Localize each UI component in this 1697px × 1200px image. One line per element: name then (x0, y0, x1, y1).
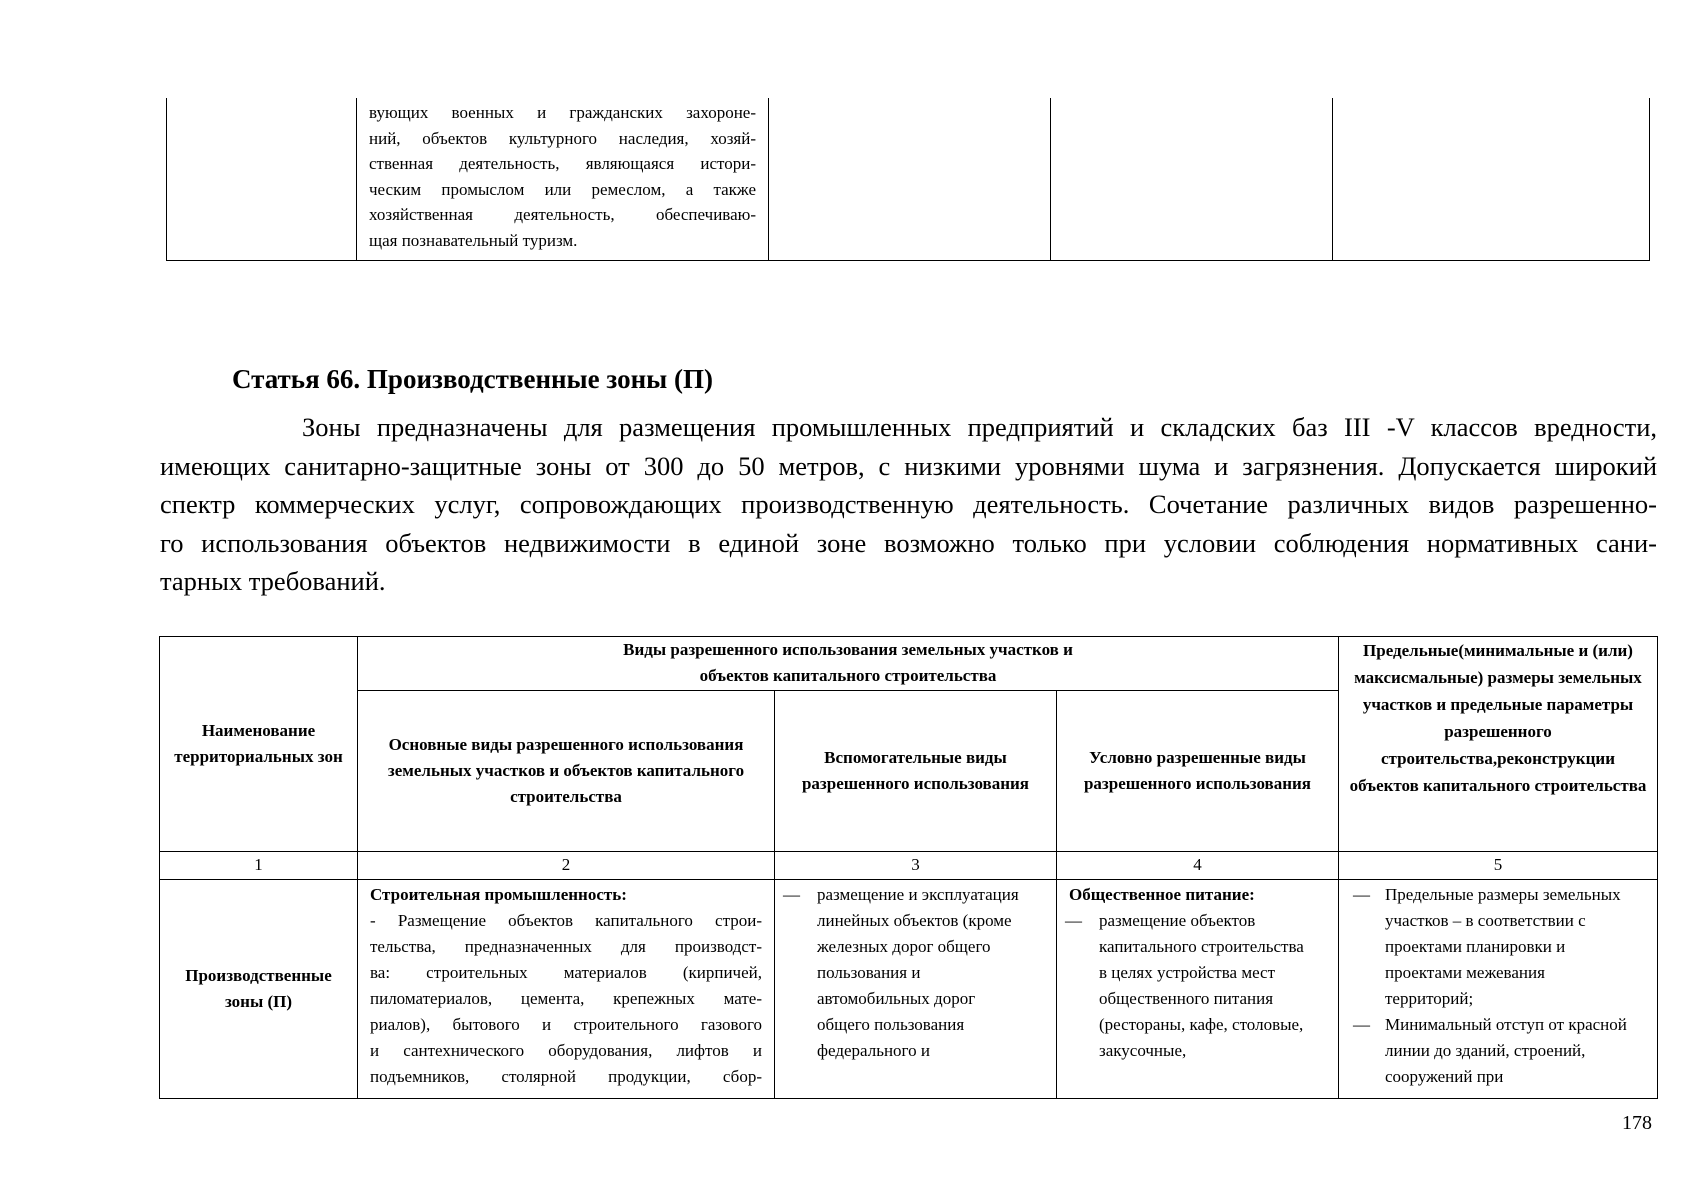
table-cell (357, 98, 769, 261)
cell-text (357, 98, 768, 254)
text-line: щая познавательный туризм. (369, 230, 578, 250)
list-item-text: Предельные размеры земельных участков – в соответствии с проектами планировки и проектами межевания территорий; (1385, 885, 1621, 1008)
header-group-title (358, 637, 1339, 691)
list-item (1353, 882, 1649, 1012)
table-cell (167, 98, 357, 261)
column-number: 4 (1057, 852, 1339, 880)
header-main-uses: Основные виды разрешенного использования земельных участков и объектов капитального строительства (358, 691, 775, 852)
text-line: подъемников, столярной продукции, сбор- (370, 1067, 762, 1086)
table-number-row (160, 852, 1658, 880)
list-item (1353, 1012, 1649, 1090)
continued-table (166, 98, 1650, 261)
header-limits: Предельные(минимальные и (или) максисмальные) размеры земельных участков и предельные параметры разрешенного строительства,реконструкции объектов капитального строительства (1339, 637, 1658, 852)
aux-uses-cell (775, 880, 1057, 1099)
list-item (1065, 908, 1330, 1064)
text-line: ний, объектов культурного наследия, хозяй- (369, 128, 756, 148)
table-row (167, 98, 1650, 261)
dash-marker: — (783, 885, 800, 904)
text-line: вующих военных и гражданских захороне- (369, 103, 756, 122)
zone-name-cell: Производственные зоны (П) (160, 880, 358, 1099)
table-cell (1051, 98, 1333, 261)
header-zone-name: Наименование территориальных зон (160, 637, 358, 852)
text-line: тарных требований. (160, 566, 386, 596)
list-item-text: размещение и эксплуатация линейных объектов (кроме железных дорог общего пользования и автомобильных дорог общего пользования федерального и (817, 885, 1019, 1060)
article-title: Статья 66. Производственные зоны (П) (232, 364, 713, 394)
cell-title: Общественное питание: (1069, 885, 1255, 904)
table-header-row (160, 637, 1658, 691)
conditional-uses-cell (1057, 880, 1339, 1099)
text-line: ческим промыслом или ремеслом, а также (369, 179, 756, 199)
zones-table (159, 636, 1658, 1099)
text-line: спектр коммерческих услуг, сопровождающих производственную деятельность. Сочетание различных видов разрешенно- (160, 489, 1657, 519)
text-line: тельства, предназначенных для производст- (370, 937, 762, 956)
text-line: пиломатериалов, цемента, крепежных мате- (370, 989, 762, 1008)
column-number: 2 (358, 852, 775, 880)
text-line: ственная деятельность, являющаяся истори- (369, 154, 756, 174)
table-cell (769, 98, 1051, 261)
page-number: 178 (1622, 1112, 1652, 1134)
list-item-text: размещение объектов капитального строительства в целях устройства мест общественного питания (рестораны, кафе, столовые, закусочные, (1099, 911, 1304, 1060)
text-line: хозяйственная деятельность, обеспечиваю- (369, 205, 756, 225)
column-number: 5 (1339, 852, 1658, 880)
text-line: Зоны предназначены для размещения промышленных предприятий и складских баз III -V классов вредности, (302, 412, 1657, 442)
list-item-text: Минимальный отступ от красной линии до зданий, строений, сооружений при (1385, 1015, 1627, 1086)
header-group-line: объектов капитального строительства (699, 666, 997, 685)
dash-marker: — (1065, 911, 1082, 930)
table-cell (1333, 98, 1650, 261)
dash-marker: — (1353, 1015, 1370, 1034)
limits-cell (1339, 880, 1658, 1099)
column-number: 1 (160, 852, 358, 880)
text-line: ва: строительных материалов (кирпичей, (370, 963, 762, 982)
header-group-line: Виды разрешенного использования земельных участков и (623, 640, 1073, 659)
table-row (160, 880, 1658, 1099)
main-uses-cell (358, 880, 775, 1099)
header-conditional-uses: Условно разрешенные виды разрешенного использования (1057, 691, 1339, 852)
text-line: и сантехнического оборудования, лифтов и (370, 1041, 762, 1060)
text-line: риалов), бытового и строительного газового (370, 1015, 762, 1034)
intro-paragraph (160, 408, 1657, 601)
dash-marker: — (1353, 885, 1370, 904)
cell-title: Строительная промышленность: (370, 885, 627, 904)
column-number: 3 (775, 852, 1057, 880)
list-item (783, 882, 1048, 1064)
text-line: имеющих санитарно-защитные зоны от 300 до 50 метров, с низкими уровнями шума и загрязнения. Допускается широкий (160, 450, 1657, 481)
text-line: - Размещение объектов капитального строи- (370, 911, 762, 930)
header-aux-uses: Вспомогательные виды разрешенного использования (775, 691, 1057, 852)
text-line: го использования объектов недвижимости в единой зоне возможно только при условии соблюдения нормативных сани- (160, 527, 1657, 558)
